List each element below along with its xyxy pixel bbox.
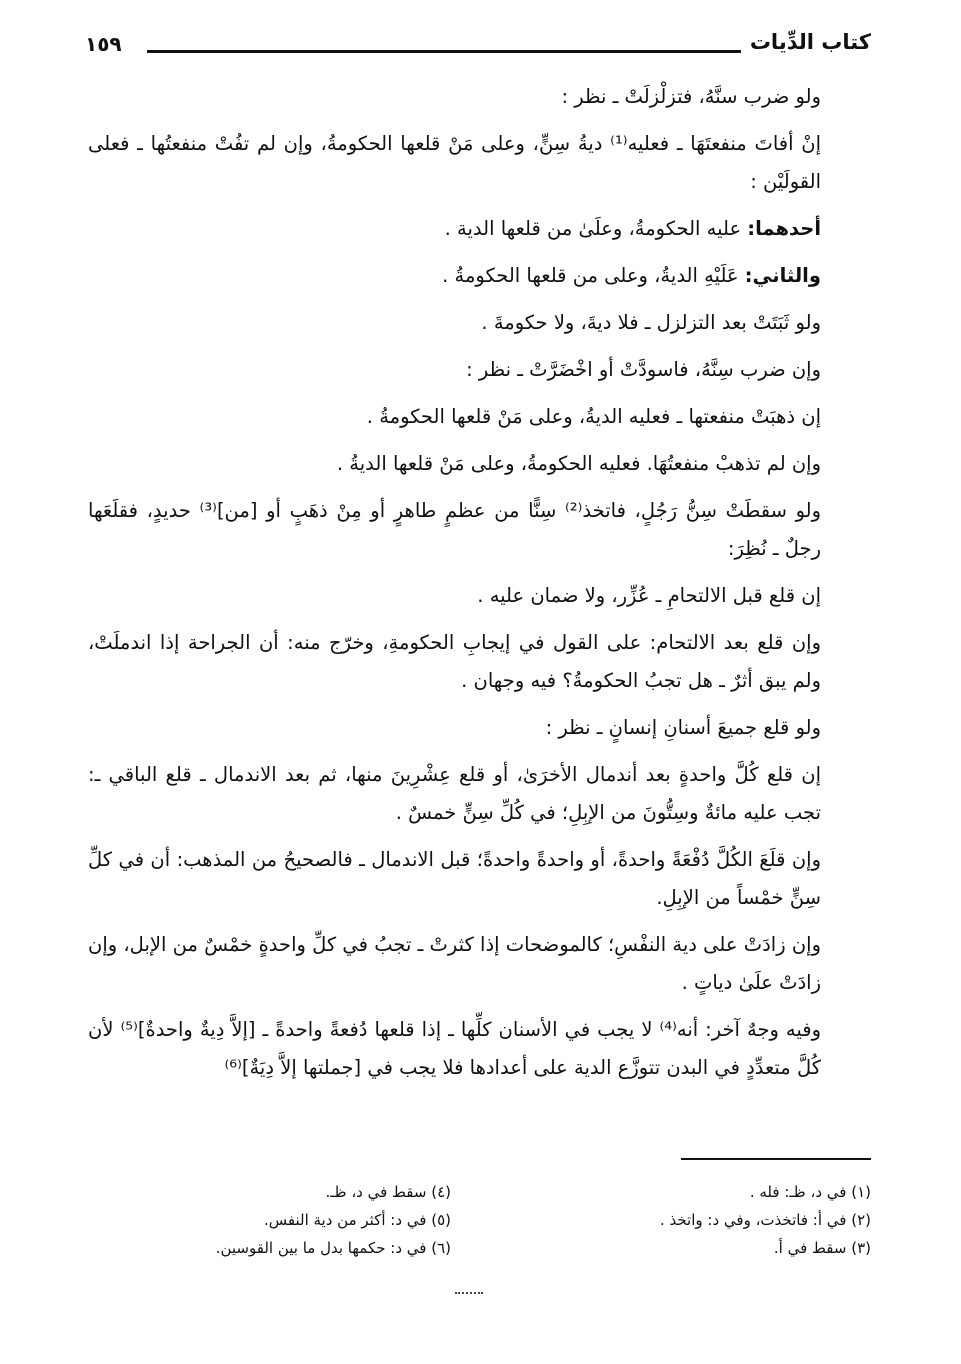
footnote: (٤) سقط في د، ظـ. [325,1183,451,1201]
footnote-rule [681,1158,871,1160]
paragraph: إنْ أفاتَ منفعتَهَا ـ فعليه⁽¹⁾ ديةُ سِنٍّ، وعلى مَنْ قلعها الحكومةُ، وإن لم تفُتْ منفعتُها ـ فعلى القولَيْن : [88,132,821,193]
footnotes-left-column [61,1178,451,1262]
paragraph: إن قلع قبل الالتحامِ ـ عُزِّر، ولا ضمان عليه . [477,584,821,607]
page-header [85,30,871,66]
paragraph: والثاني: عَلَيْهِ الديةُ، وعلى من قلعها الحكومةُ . [442,264,821,287]
running-title: كتاب الدِّيات [749,30,871,54]
paragraph: وفيه وجهٌ آخر: أنه⁽⁴⁾ لا يجب في الأسنان كلِّها ـ إذا قلعها دُفعةً واحدةً ـ [إلاَّ دِيةٌ واحدةٌ]⁽⁵⁾ لأن كُلَّ متعدِّدٍ في البدن تتوزَّع الدية على أعدادها فلا يجب في [جملتها إلاَّ دِيَةٌ]⁽⁶⁾ [88,1018,821,1079]
paragraph: إن ذهبَتْ منفعتها ـ فعليه الديةُ، وعلى مَنْ قلعها الحكومةُ . [366,405,821,428]
footnote: (٥) في د: أكثر من دية النفس. [264,1211,451,1229]
footnote: (٣) سقط في أ. [773,1239,871,1257]
paragraph: وإن ضرب سِنَّهُ، فاسودَّتْ أو اخْضَرَّتْ ـ نظر : [466,358,821,381]
printer-mark [455,1292,483,1294]
paragraph: ولو ضرب سنَّهُ، فتزلْزلَتْ ـ نظر : [561,85,821,108]
paragraph: إن قلع كُلَّ واحدةٍ بعد أندمال الأخرَىٰ، أو قلع عِشْرِينَ منها، ثم بعد الاندمال ـ قلع الباقي ـ: تجب عليه مائةٌ وسِتُّونَ من الإبِلِ؛ في كُلِّ سِنٍّ خمسٌ . [88,763,821,824]
paragraph: ولو ثَبَتَتْ بعد التزلزل ـ فلا ديةَ، ولا حكومةَ . [481,311,821,334]
paragraph: وإن قلع بعد الالتحام: على القول في إيجابِ الحكومةِ، وخرّج منه: أن الجراحة إذا اندملَتْ، ولم يبق أثرٌ ـ هل تجبُ الحكومةُ؟ فيه وجهان . [88,631,821,692]
header-rule [147,50,741,53]
paragraph-lead: أحدهما: [747,217,821,240]
footnotes [88,1178,871,1298]
paragraph: وإن زادَتْ على دية النفْسِ؛ كالموضحات إذا كثرتْ ـ تجبُ في كلِّ واحدةٍ خمْسٌ من الإبل، وإن زادَتْ علَىٰ دياتٍ . [88,933,821,994]
paragraph-lead: والثاني: [744,264,821,287]
footnotes-right-column [481,1178,871,1262]
paragraph: وإن قلَعَ الكُلَّ دُفْعَةً واحدةً، أو واحدةً واحدةً؛ قبل الاندمال ـ فالصحيحُ من المذهب: أن في كلِّ سِنٍّ خمْساً من الإبِلِ. [88,848,821,909]
paragraph: وإن لم تذهبْ منفعتُهَا. فعليه الحكومةُ، وعلى مَنْ قلعها الديةُ . [336,452,821,475]
paragraph: ولو سقطَتْ سِنُّ رَجُلٍ، فاتخذ⁽²⁾ سِنًّا من عظمٍ طاهرٍ أو مِنْ ذهَبٍ أو [من]⁽³⁾ حديدٍ، فقلَعَها رجلٌ ـ نُظِرَ: [88,499,822,560]
paragraph: ولو قلع جميعَ أسنانِ إنسانٍ ـ نظر : [545,716,821,739]
footnote: (٢) في أ: فاتخذت، وفي د: واتخذ . [659,1211,871,1229]
footnote: (٦) في د: حكمها بدل ما بين القوسين. [215,1239,451,1257]
page-number: ١٥٩ [85,32,122,56]
paragraph: أحدهما: عليه الحكومةُ، وعلَىٰ من قلعها الدية . [444,217,821,240]
main-text [88,78,871,1118]
footnote: (١) في د، ظـ: فله . [749,1183,871,1201]
